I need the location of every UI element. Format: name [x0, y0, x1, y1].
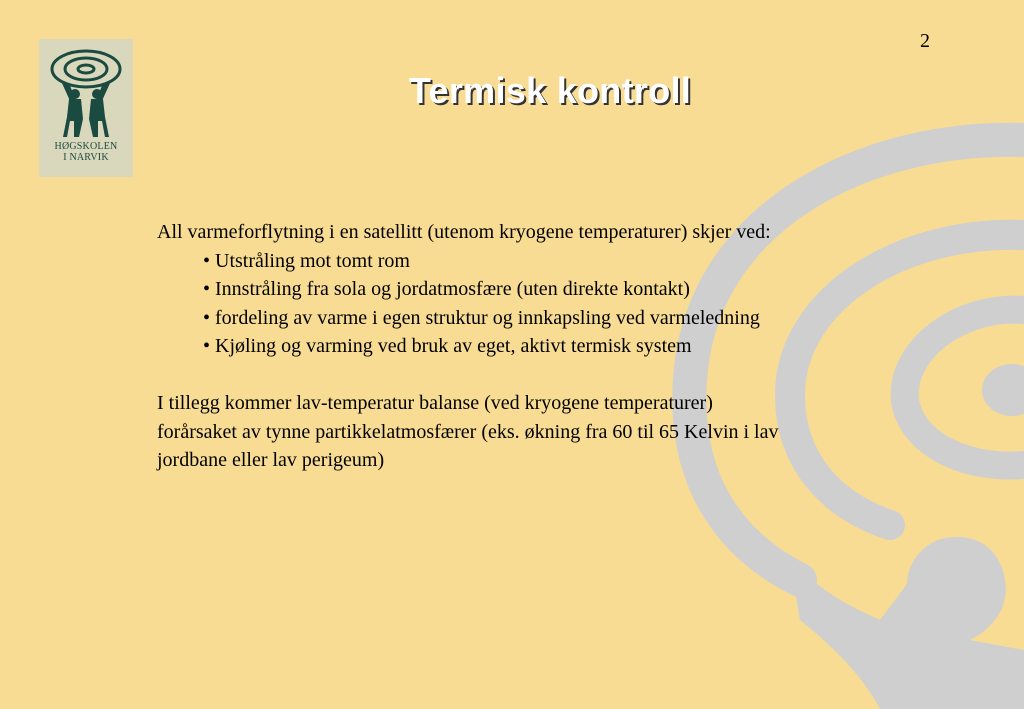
bullet-item: • Innstråling fra sola og jordatmosfære (uten direkte kontakt) [203, 278, 690, 300]
paragraph-line: forårsaket av tynne partikkelatmosfærer (eks. økning fra 60 til 65 Kelvin i lav [157, 420, 779, 443]
logo-line-1: HØGSKOLEN [54, 141, 118, 152]
bullet-item: • Kjøling og varming ved bruk av eget, aktivt termisk system [203, 335, 692, 357]
bullet-item: • fordeling av varme i egen struktur og innkapsling ved varmeledning [203, 306, 760, 329]
page-number: 2 [920, 30, 930, 52]
slide-body [157, 218, 917, 475]
logo-text [39, 141, 133, 163]
logo-line-2: I NARVIK [63, 152, 109, 163]
paragraph-spacer [157, 361, 917, 390]
paragraph-line: I tillegg kommer lav-temperatur balanse (ved kryogene temperaturer) [157, 392, 713, 414]
intro-text: All varmeforflytning i en satellitt (utenom kryogene temperaturer) skjer ved: [157, 221, 771, 243]
slide-title: Termisk kontroll [408, 70, 692, 111]
school-logo [39, 39, 133, 177]
bullet-item: • Utstråling mot tomt rom [203, 249, 410, 272]
paragraph-line: jordbane eller lav perigeum) [157, 449, 385, 471]
